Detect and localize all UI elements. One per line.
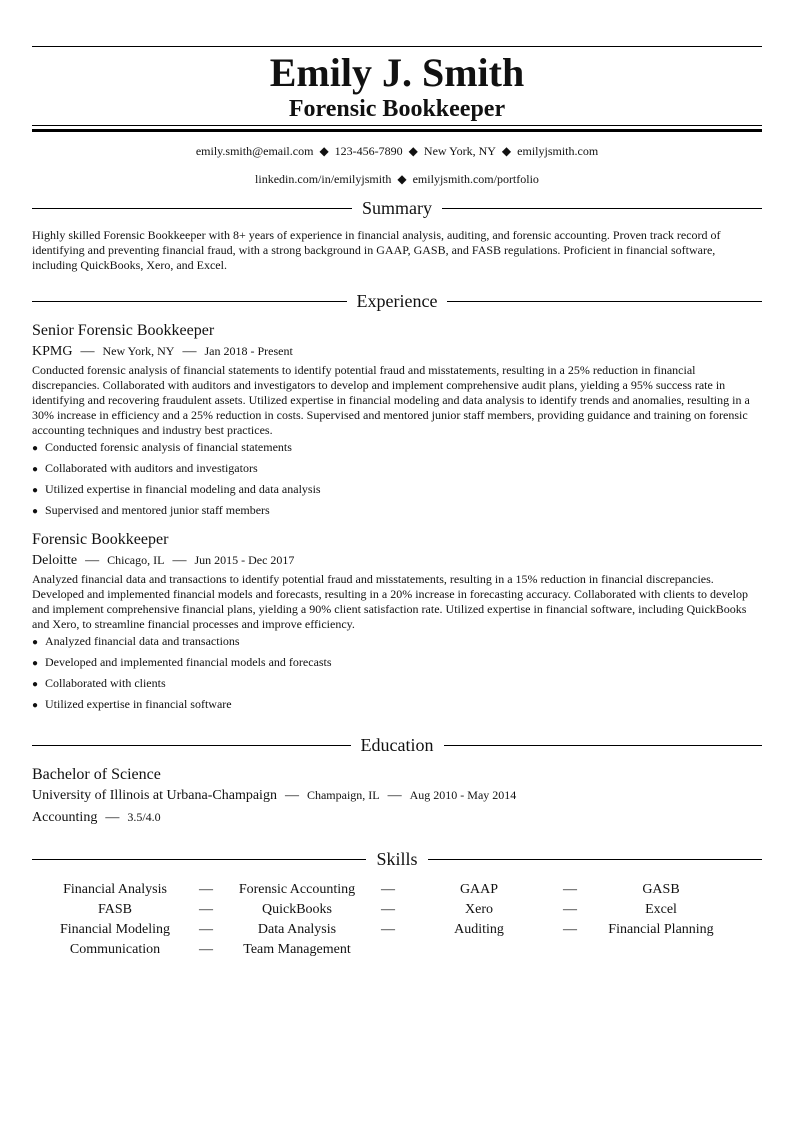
bullet-icon: ● xyxy=(32,700,39,711)
job-dates: Jun 2015 - Dec 2017 xyxy=(194,553,295,567)
skill-item: Forensic Accounting xyxy=(238,882,356,897)
bullet-icon: ● xyxy=(32,679,39,690)
skill-separator: — xyxy=(199,942,213,957)
email-link[interactable]: emily.smith@email.com xyxy=(195,144,314,158)
list-item xyxy=(32,503,762,520)
list-item xyxy=(32,676,762,693)
bullet-icon: ● xyxy=(32,485,39,496)
skill-separator: — xyxy=(563,922,577,937)
list-item xyxy=(32,482,762,499)
job-bullets xyxy=(32,634,762,714)
bullet-icon: ● xyxy=(32,443,39,454)
candidate-name: Emily J. Smith xyxy=(269,50,525,95)
job-description: Conducted forensic analysis of financial statements to identify potential fraud and misstatements, resulting in a 25% reduction in financial discrepancies. Collaborated with auditors and investigators to develop and implement comprehensive audit plans, yielding a 95% success rate in identifying and recovering fraudulent assets. Utilized expertise in financial modeling and data analysis to identify trends and anomalies, resulting in a 30% increase in efficiency and a 25% reduction in costs. Supervised and mentored junior staff members, providing guidance and training on forensic accounting techniques and industry best practices. xyxy=(32,363,750,437)
list-item xyxy=(32,634,762,651)
diamond-separator-icon: ◆ xyxy=(501,144,512,158)
skill-item: Team Management xyxy=(243,942,351,957)
dash-separator: — xyxy=(182,344,197,359)
experience-heading-label: Experience xyxy=(356,291,438,311)
header-thick-rule xyxy=(32,129,762,132)
skill-item: FASB xyxy=(98,902,132,917)
education-meta xyxy=(32,786,762,805)
skills-row xyxy=(32,902,762,922)
skill-item: Financial Modeling xyxy=(59,922,171,937)
diamond-separator-icon: ◆ xyxy=(408,144,418,158)
resume-page xyxy=(32,46,762,962)
major: Accounting xyxy=(32,810,98,825)
skill-item: Communication xyxy=(69,942,161,957)
phone-number[interactable]: 123-456-7890 xyxy=(334,144,403,158)
degree: Bachelor of Science xyxy=(32,766,161,783)
skills-heading xyxy=(32,848,762,870)
bullet-text: Developed and implemented financial models and forecasts xyxy=(45,655,332,669)
list-item xyxy=(32,440,762,457)
dash-separator: — xyxy=(387,788,402,803)
list-item xyxy=(32,655,762,672)
bullet-icon: ● xyxy=(32,658,39,669)
bullet-text: Conducted forensic analysis of financial statements xyxy=(45,440,292,454)
job-title: Senior Forensic Bookkeeper xyxy=(32,322,215,339)
skill-separator: — xyxy=(199,902,213,917)
bullet-text: Utilized expertise in financial modeling and data analysis xyxy=(45,482,321,496)
contact-row-1 xyxy=(32,144,762,158)
education-heading xyxy=(32,734,762,756)
job-bullets xyxy=(32,440,762,520)
job-entry xyxy=(32,321,762,520)
skill-item: QuickBooks xyxy=(262,902,332,917)
job-meta xyxy=(32,342,762,361)
education-heading-label: Education xyxy=(360,735,434,755)
bullet-icon: ● xyxy=(32,637,39,648)
job-location: Chicago, IL xyxy=(107,553,165,567)
skills-row xyxy=(32,882,762,902)
job-title-header: Forensic Bookkeeper xyxy=(288,96,506,122)
school-name: University of Illinois at Urbana-Champaign xyxy=(32,788,277,803)
bullet-text: Analyzed financial data and transactions xyxy=(45,634,240,648)
summary-text: Highly skilled Forensic Bookkeeper with 8+ years of experience in financial analysis, auditing, and forensic accounting. Proven track record of identifying and preventing financial fraud, with a strong background in GAAP, GASB, and FASB regulations. Proficient in financial software, including QuickBooks, Xero, and Excel. xyxy=(32,228,721,272)
job-entry xyxy=(32,530,762,714)
bullet-icon: ● xyxy=(32,464,39,475)
experience-heading xyxy=(32,290,762,312)
linkedin-link[interactable]: linkedin.com/in/emilyjsmith xyxy=(255,172,392,186)
skill-separator: — xyxy=(381,902,395,917)
header-top-rule xyxy=(32,46,762,47)
skills-heading-label: Skills xyxy=(376,849,418,869)
skills-grid xyxy=(32,882,762,962)
diamond-separator-icon: ◆ xyxy=(319,144,329,158)
dash-separator: — xyxy=(105,810,120,825)
dash-separator: — xyxy=(80,344,95,359)
bullet-text: Collaborated with clients xyxy=(45,676,166,690)
job-description: Analyzed financial data and transactions to identify potential fraud and misstatements, resulting in a 15% reduction in financial discrepancies. Developed and implemented financial models and forecasts, resulting in a 20% increase in forecasting accuracy. Collaborated with clients to develop and implement comprehensive financial plans, yielding a 90% client satisfaction rate. Utilized expertise in financial software, including QuickBooks and Xero, to streamline financial processes and improve efficiency. xyxy=(32,572,748,631)
bullet-text: Utilized expertise in financial software xyxy=(45,697,232,711)
dash-separator: — xyxy=(172,553,187,568)
skill-item: Data Analysis xyxy=(257,922,337,937)
skill-item: GASB xyxy=(642,882,680,897)
school-location: Champaign, IL xyxy=(306,788,380,802)
skill-item: Auditing xyxy=(454,922,504,937)
skill-item: Xero xyxy=(465,902,493,917)
skill-item: Financial Planning xyxy=(608,922,714,937)
dash-separator: — xyxy=(85,553,100,568)
job-meta xyxy=(32,551,762,570)
job-dates: Jan 2018 - Present xyxy=(204,344,293,358)
bullet-text: Collaborated with auditors and investigators xyxy=(45,461,258,475)
skills-row xyxy=(32,942,762,962)
skill-separator: — xyxy=(199,922,213,937)
location: New York, NY xyxy=(423,144,496,158)
bullet-icon: ● xyxy=(32,506,39,517)
company-name: KPMG xyxy=(32,344,73,359)
skill-separator: — xyxy=(563,902,577,917)
major-gpa xyxy=(32,808,762,827)
summary-heading-label: Summary xyxy=(362,198,432,218)
list-item xyxy=(32,697,762,714)
summary-heading xyxy=(32,197,762,219)
bullet-text: Supervised and mentored junior staff members xyxy=(45,503,270,517)
skill-separator: — xyxy=(563,882,577,897)
company-name: Deloitte xyxy=(32,553,78,568)
skill-separator: — xyxy=(381,882,395,897)
contact-row-2 xyxy=(32,172,762,186)
education-dates: Aug 2010 - May 2014 xyxy=(409,788,517,802)
portfolio-link[interactable]: emilyjsmith.com/portfolio xyxy=(412,172,539,186)
skill-separator: — xyxy=(381,922,395,937)
website-link[interactable]: emilyjsmith.com xyxy=(517,144,599,158)
skill-item: Financial Analysis xyxy=(63,882,167,897)
diamond-separator-icon: ◆ xyxy=(397,172,407,186)
skill-separator: — xyxy=(199,882,213,897)
skills-row xyxy=(32,922,762,942)
skill-item: Excel xyxy=(645,902,677,917)
dash-separator: — xyxy=(284,788,299,803)
job-title: Forensic Bookkeeper xyxy=(32,531,169,548)
job-location: New York, NY xyxy=(102,344,175,358)
list-item xyxy=(32,461,762,478)
gpa: 3.5/4.0 xyxy=(127,810,161,824)
skill-item: GAAP xyxy=(459,882,499,897)
